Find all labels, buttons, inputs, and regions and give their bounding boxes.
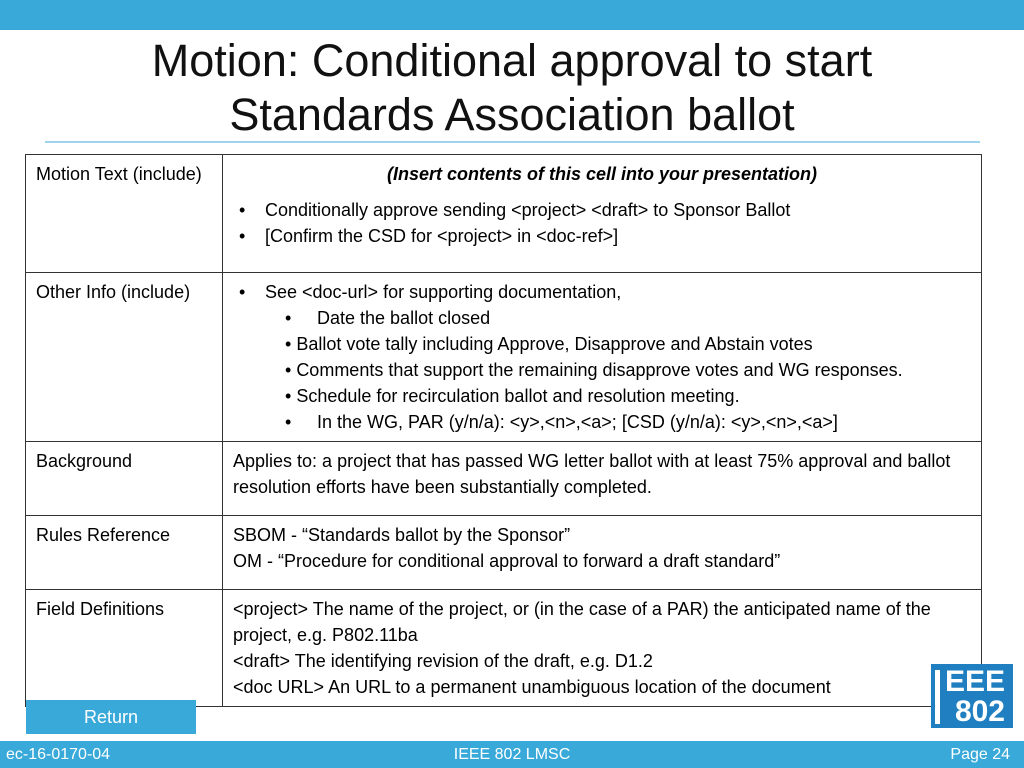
list-item: • Conditionally approve sending <project> <draft> to Sponsor Ballot bbox=[233, 197, 971, 223]
row-label: Background bbox=[26, 442, 223, 516]
list-item: • [Confirm the CSD for <project> in <doc-ref>] bbox=[233, 223, 971, 249]
row-label: Rules Reference bbox=[26, 516, 223, 590]
title-divider bbox=[45, 141, 980, 143]
ieee-802-logo bbox=[931, 664, 1013, 728]
definition-line: <draft> The identifying revision of the draft, e.g. D1.2 bbox=[233, 651, 653, 671]
row-content: Applies to: a project that has passed WG letter ballot with at least 75% approval and ballot resolution efforts have been substantially completed. bbox=[223, 442, 982, 516]
row-label: Other Info (include) bbox=[26, 273, 223, 442]
footer-page-number: Page 24 bbox=[950, 746, 1010, 763]
motion-table bbox=[25, 154, 982, 707]
logo-line-2: 802 bbox=[954, 695, 1005, 728]
definition-line: <doc URL> An URL to a permanent unambiguous location of the document bbox=[233, 677, 831, 697]
title-line-2: Standards Association ballot bbox=[229, 89, 795, 140]
table-row-motion-text bbox=[26, 155, 982, 273]
list-item: • Ballot vote tally including Approve, Disapprove and Abstain votes bbox=[233, 331, 971, 357]
footer-center: IEEE 802 LMSC bbox=[453, 746, 571, 763]
list-item: • Schedule for recirculation ballot and resolution meeting. bbox=[233, 383, 971, 409]
insert-note: (Insert contents of this cell into your presentation) bbox=[386, 164, 818, 184]
row-label: Motion Text (include) bbox=[26, 155, 223, 273]
top-accent-bar bbox=[0, 0, 1024, 30]
rule-line: SBOM - “Standards ballot by the Sponsor” bbox=[233, 525, 571, 545]
table-row-field-definitions bbox=[26, 590, 982, 707]
list-item: • Date the ballot closed bbox=[233, 305, 971, 331]
return-button[interactable]: Return bbox=[26, 700, 196, 734]
row-content bbox=[223, 155, 982, 273]
table-row-other-info bbox=[26, 273, 982, 442]
definition-line: <project> The name of the project, or (in the case of a PAR) the anticipated name of the project, e.g. P802.11ba bbox=[233, 599, 931, 645]
footer-doc-id: ec-16-0170-04 bbox=[6, 746, 111, 763]
page-title bbox=[0, 34, 1024, 142]
title-line-1: Motion: Conditional approval to start bbox=[151, 35, 873, 86]
row-label: Field Definitions bbox=[26, 590, 223, 707]
row-content bbox=[223, 590, 982, 707]
row-content bbox=[223, 273, 982, 442]
logo-line-1: EEE bbox=[944, 665, 1005, 698]
footer-bar bbox=[0, 741, 1024, 768]
row-content bbox=[223, 516, 982, 590]
list-item: • See <doc-url> for supporting documentation, bbox=[233, 279, 971, 305]
table-row-background bbox=[26, 442, 982, 516]
table-row-rules-reference bbox=[26, 516, 982, 590]
rule-line: OM - “Procedure for conditional approval to forward a draft standard” bbox=[233, 551, 781, 571]
list-item: • In the WG, PAR (y/n/a): <y>,<n>,<a>; [CSD (y/n/a): <y>,<n>,<a>] bbox=[233, 409, 971, 435]
list-item: • Comments that support the remaining disapprove votes and WG responses. bbox=[233, 357, 971, 383]
logo-bar bbox=[935, 670, 940, 724]
